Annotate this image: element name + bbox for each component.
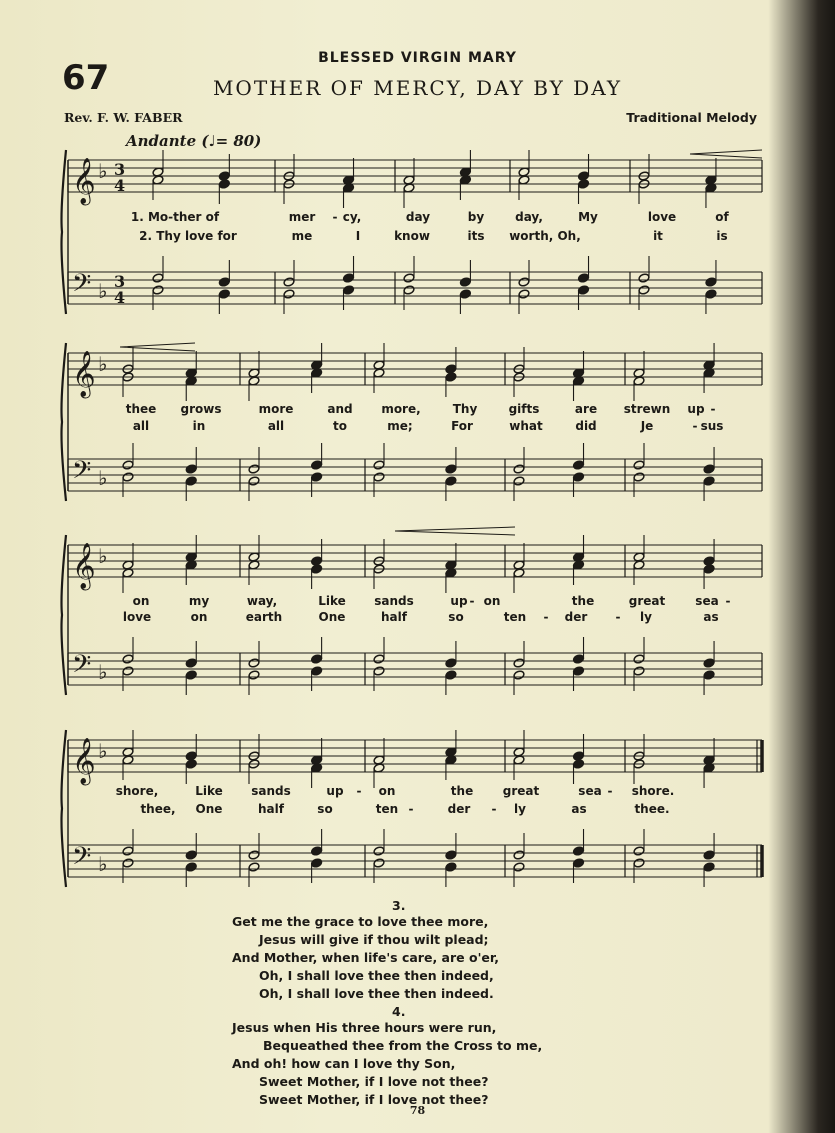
lyric-syllable: on	[378, 784, 396, 798]
lyric-syllable: sands	[251, 784, 291, 798]
treble-note	[703, 564, 715, 574]
bass-note	[513, 658, 525, 668]
lyric-syllable: Thy	[452, 402, 478, 416]
dynamic-hairpin	[120, 343, 195, 351]
lyric-syllable: der	[447, 802, 471, 816]
lyric-syllable: in	[192, 419, 206, 433]
bass-note	[403, 285, 415, 295]
bass-note	[122, 472, 134, 482]
dynamic-hairpin	[395, 527, 515, 535]
bass-note	[459, 289, 471, 299]
bass-note	[633, 460, 645, 470]
system-brace	[62, 535, 67, 695]
bass-note	[373, 654, 385, 664]
bass-note	[518, 277, 530, 287]
quarter-note-icon: ♩	[208, 132, 216, 150]
lyric-syllable: sea	[695, 594, 719, 608]
lyric-syllable: shore,	[115, 784, 159, 798]
lyric-syllable: great	[502, 784, 540, 798]
metronome-mark: (♩= 80)	[201, 132, 262, 150]
bass-note	[343, 273, 355, 283]
bass-note	[122, 654, 134, 664]
bass-note	[445, 464, 457, 474]
lyric-syllable: of	[715, 210, 729, 224]
lyric-syllable: One	[318, 610, 346, 624]
lyric-syllable: more	[258, 402, 294, 416]
bass-note	[152, 285, 164, 295]
lyric-syllable: all	[132, 419, 150, 433]
treble-clef-icon: 𝄞	[72, 543, 96, 589]
lyric-syllable: -	[469, 594, 475, 608]
key-signature-flat-icon: ♭	[98, 852, 108, 876]
hymn-number: 67	[62, 58, 110, 98]
lyric-syllable: thee,	[140, 802, 176, 816]
bass-note	[122, 460, 134, 470]
bass-note	[703, 670, 715, 680]
system-brace	[62, 730, 67, 887]
bass-note	[459, 277, 471, 287]
lyric-syllable: mer	[288, 210, 316, 224]
lyric-syllable: it	[653, 229, 663, 243]
bass-note	[373, 858, 385, 868]
bass-note	[311, 472, 323, 482]
bass-note	[573, 666, 585, 676]
verse-line: Oh, I shall love thee then indeed,	[259, 968, 494, 983]
lyric-syllable: up	[687, 402, 705, 416]
bass-note	[373, 472, 385, 482]
lyric-syllable: 1. Mo-ther of	[130, 210, 220, 224]
lyric-syllable: strewn	[623, 402, 671, 416]
bass-clef-icon: 𝄢	[72, 842, 92, 877]
bass-note	[185, 464, 197, 474]
bass-note	[248, 476, 260, 486]
verse-line: Sweet Mother, if I love not thee?	[259, 1074, 489, 1089]
lyric-syllable: so	[448, 610, 464, 624]
lyric-syllable: sands	[374, 594, 414, 608]
treble-note	[311, 564, 323, 574]
bass-note	[185, 476, 197, 486]
lyric-syllable: what	[509, 419, 543, 433]
bass-note	[513, 850, 525, 860]
lyric-syllable: ten	[375, 802, 399, 816]
treble-note	[185, 759, 197, 769]
bass-note	[311, 858, 323, 868]
lyric-syllable: on	[132, 594, 150, 608]
bass-note	[573, 858, 585, 868]
verse-number: 4.	[392, 1004, 406, 1019]
lyric-syllable: For	[451, 419, 473, 433]
treble-note	[578, 179, 590, 189]
bass-note	[633, 858, 645, 868]
lyric-syllable: way,	[246, 594, 278, 608]
bass-note	[311, 666, 323, 676]
dynamic-hairpin	[690, 150, 762, 158]
verse-number: 3.	[392, 898, 406, 913]
key-signature-flat-icon: ♭	[98, 544, 108, 568]
lyric-syllable: to	[333, 419, 347, 433]
bass-note	[513, 670, 525, 680]
lyric-syllable: sus	[700, 419, 724, 433]
lyric-syllable: as	[703, 610, 719, 624]
lyric-syllable: are	[574, 402, 598, 416]
bass-note	[283, 277, 295, 287]
lyric-syllable: love	[647, 210, 677, 224]
tempo-word: Andante	[126, 132, 197, 150]
bass-note	[311, 654, 323, 664]
lyric-syllable: -	[615, 610, 621, 624]
bass-note	[705, 289, 717, 299]
lyric-syllable: by	[467, 210, 485, 224]
lyric-syllable: gifts	[508, 402, 540, 416]
key-signature-flat-icon: ♭	[98, 660, 108, 684]
lyric-syllable: great	[628, 594, 666, 608]
key-signature-flat-icon: ♭	[98, 739, 108, 763]
bass-note	[122, 858, 134, 868]
bass-note	[122, 846, 134, 856]
treble-clef-icon: 𝄞	[72, 351, 96, 397]
bass-clef-icon: 𝄢	[72, 456, 92, 491]
key-signature-flat-icon: ♭	[98, 159, 108, 183]
lyric-syllable: love	[122, 610, 152, 624]
verse-line: Jesus when His three hours were run,	[232, 1020, 497, 1035]
lyric-syllable: -	[692, 419, 698, 433]
lyric-syllable: day	[405, 210, 431, 224]
verse-line: Get me the grace to love thee more,	[232, 914, 489, 929]
treble-note	[445, 372, 457, 382]
lyric-syllable: der	[564, 610, 588, 624]
bass-note	[248, 464, 260, 474]
time-signature: 3	[114, 160, 126, 179]
lyric-syllable: its	[467, 229, 485, 243]
metronome-value: = 80	[215, 132, 255, 150]
bass-note	[638, 285, 650, 295]
lyric-syllable: One	[195, 802, 223, 816]
bass-note	[311, 460, 323, 470]
hymn-author: Rev. F. W. FABER	[64, 110, 183, 125]
bass-note	[403, 273, 415, 283]
verse-line: Sweet Mother, if I love not thee?	[259, 1092, 489, 1107]
time-signature: 3	[114, 272, 126, 291]
lyric-syllable: My	[578, 210, 598, 224]
bass-clef-icon: 𝄢	[72, 269, 92, 304]
verse-line: Oh, I shall love thee then indeed.	[259, 986, 494, 1001]
bass-note	[445, 862, 457, 872]
treble-note	[218, 179, 230, 189]
lyric-syllable: shore.	[631, 784, 675, 798]
bass-note	[573, 846, 585, 856]
lyric-syllable: earth	[245, 610, 283, 624]
lyric-syllable: as	[571, 802, 587, 816]
bass-note	[513, 862, 525, 872]
system-brace	[62, 343, 67, 501]
bass-note	[218, 289, 230, 299]
lyric-syllable: so	[317, 802, 333, 816]
lyric-syllable: -	[725, 594, 731, 608]
lyric-syllable: Je	[640, 419, 654, 433]
lyric-syllable: -	[356, 784, 362, 798]
bass-note	[703, 464, 715, 474]
lyric-syllable: on	[483, 594, 501, 608]
bass-note	[248, 670, 260, 680]
verse-line: Jesus will give if thou wilt plead;	[259, 932, 489, 947]
lyric-syllable: Like	[318, 594, 346, 608]
bass-note	[185, 862, 197, 872]
bass-note	[152, 273, 164, 283]
time-signature: 4	[114, 288, 126, 307]
lyric-syllable: -	[710, 402, 716, 416]
lyric-syllable: up	[450, 594, 468, 608]
lyric-syllable: the	[450, 784, 474, 798]
hymn-category: BLESSED VIRGIN MARY	[318, 50, 517, 66]
lyric-syllable: -	[607, 784, 613, 798]
treble-clef-icon: 𝄞	[72, 738, 96, 784]
bass-note	[373, 666, 385, 676]
bass-note	[445, 850, 457, 860]
lyric-syllable: is	[716, 229, 728, 243]
lyric-syllable: -	[491, 802, 497, 816]
lyric-syllable: me	[291, 229, 313, 243]
bass-note	[185, 658, 197, 668]
bass-note	[343, 285, 355, 295]
bass-note	[638, 273, 650, 283]
bass-note	[248, 862, 260, 872]
bass-note	[633, 472, 645, 482]
treble-clef-icon: 𝄞	[72, 158, 96, 204]
lyric-syllable: and	[327, 402, 353, 416]
bass-note	[283, 289, 295, 299]
bass-note	[185, 850, 197, 860]
bass-note	[513, 476, 525, 486]
lyric-syllable: did	[575, 419, 597, 433]
bass-note	[633, 654, 645, 664]
bass-note	[703, 476, 715, 486]
lyric-syllable: day,	[515, 210, 543, 224]
bass-note	[578, 273, 590, 283]
lyric-syllable: cy,	[342, 210, 362, 224]
bass-note	[513, 464, 525, 474]
key-signature-flat-icon: ♭	[98, 279, 108, 303]
lyric-syllable: half	[258, 802, 284, 816]
lyric-syllable: half	[381, 610, 407, 624]
verse-line: And Mother, when life's care, are o'er,	[232, 950, 499, 965]
page-number: 78	[409, 1104, 426, 1117]
lyric-syllable: on	[190, 610, 208, 624]
lyric-syllable: Like	[195, 784, 223, 798]
lyric-syllable: sea	[578, 784, 602, 798]
lyric-syllable: ly	[514, 802, 526, 816]
bass-note	[573, 472, 585, 482]
lyric-syllable: all	[267, 419, 285, 433]
hymn-melody-credit: Traditional Melody	[626, 110, 757, 125]
lyric-syllable: more,	[381, 402, 421, 416]
treble-note	[573, 759, 585, 769]
bass-note	[703, 862, 715, 872]
bass-note	[573, 460, 585, 470]
lyric-syllable: ten	[503, 610, 527, 624]
lyric-syllable: grows	[180, 402, 222, 416]
hymn-title: MOTHER OF MERCY, DAY BY DAY	[212, 76, 623, 100]
key-signature-flat-icon: ♭	[98, 466, 108, 490]
lyric-syllable: know	[394, 229, 430, 243]
bass-note	[633, 666, 645, 676]
time-signature: 4	[114, 176, 126, 195]
bass-note	[122, 666, 134, 676]
bass-note	[218, 277, 230, 287]
lyric-syllable: thee	[125, 402, 157, 416]
bass-note	[445, 476, 457, 486]
bass-note	[633, 846, 645, 856]
lyric-syllable: my	[188, 594, 210, 608]
lyric-syllable: ly	[640, 610, 652, 624]
system-brace	[62, 150, 67, 314]
bass-note	[705, 277, 717, 287]
lyric-syllable: -	[543, 610, 549, 624]
bass-note	[703, 850, 715, 860]
lyric-syllable: thee.	[634, 802, 670, 816]
bass-note	[248, 658, 260, 668]
key-signature-flat-icon: ♭	[98, 352, 108, 376]
bass-note	[373, 846, 385, 856]
bass-note	[573, 654, 585, 664]
bass-note	[703, 658, 715, 668]
bass-note	[248, 850, 260, 860]
bass-note	[578, 285, 590, 295]
lyric-syllable: the	[571, 594, 595, 608]
lyric-syllable: -	[332, 210, 338, 224]
bass-note	[445, 658, 457, 668]
bass-note	[311, 846, 323, 856]
lyric-syllable: 2. Thy love for	[139, 229, 237, 243]
lyric-syllable: up	[326, 784, 344, 798]
bass-clef-icon: 𝄢	[72, 650, 92, 685]
bass-note	[518, 289, 530, 299]
bass-note	[185, 670, 197, 680]
bass-note	[445, 670, 457, 680]
lyric-syllable: worth, Oh,	[509, 229, 581, 243]
verse-line: And oh! how can I love thy Son,	[232, 1056, 456, 1071]
verse-line: Bequeathed thee from the Cross to me,	[263, 1038, 543, 1053]
bass-note	[373, 460, 385, 470]
lyric-syllable: -	[408, 802, 414, 816]
lyric-syllable: me;	[387, 419, 413, 433]
lyric-syllable: I	[355, 229, 361, 243]
